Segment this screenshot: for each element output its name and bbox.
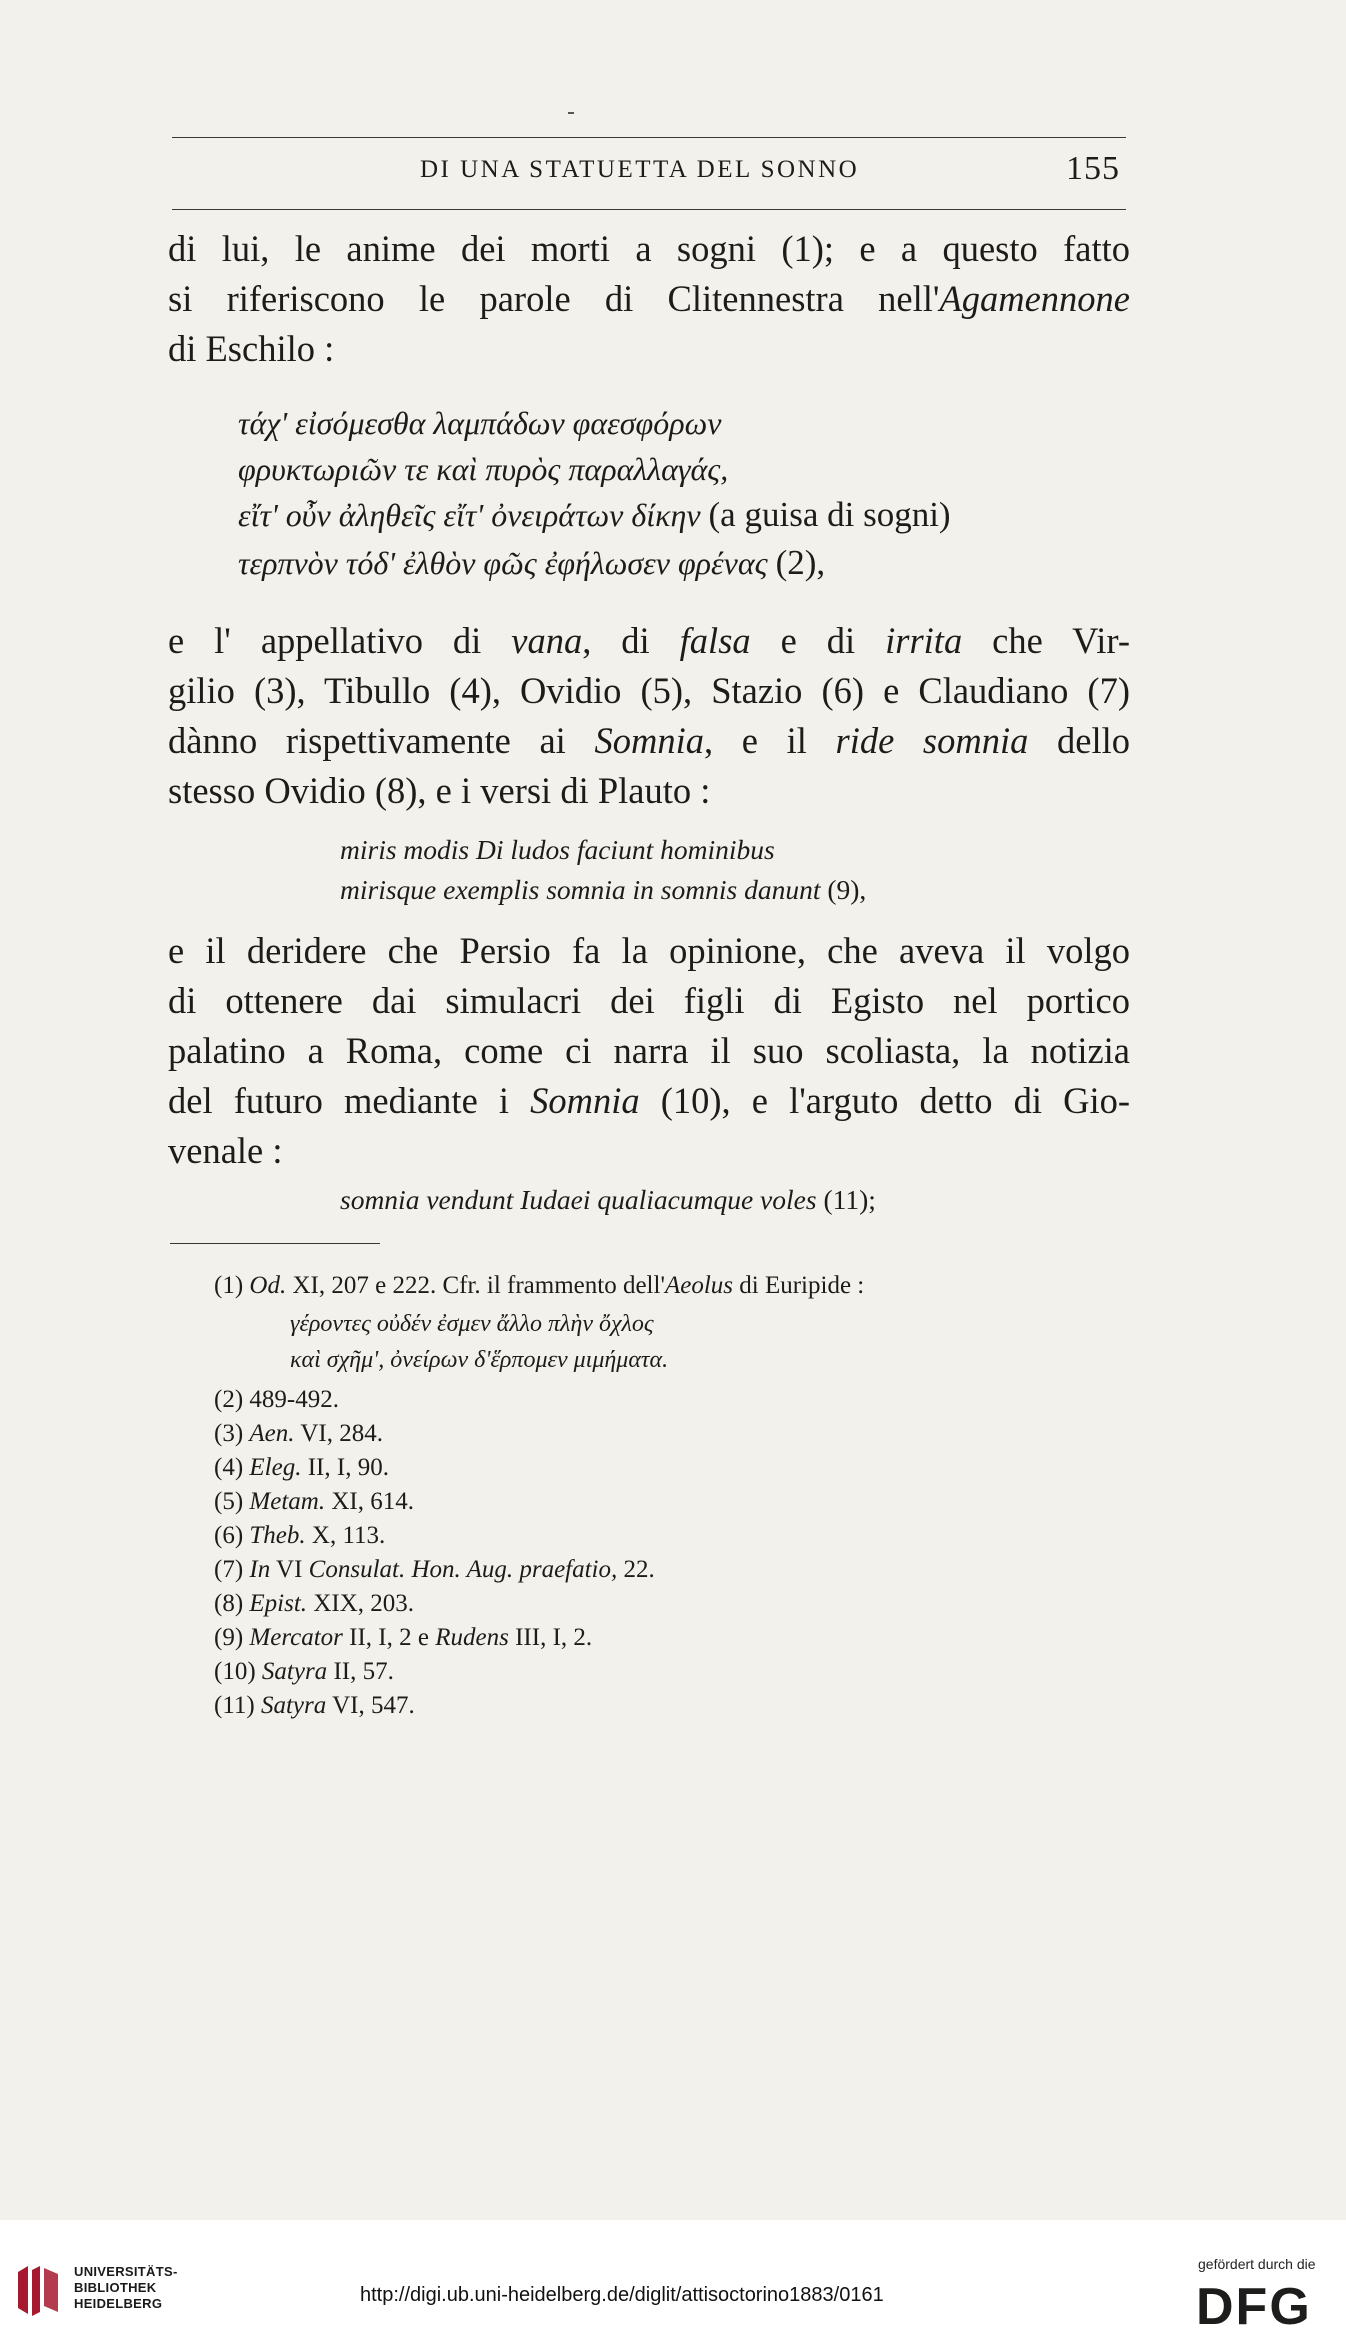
- footnote-number: (1): [214, 1272, 250, 1299]
- body-text: dello: [1028, 720, 1131, 761]
- university-library-name: [74, 2264, 178, 2312]
- emphasis: vana: [511, 620, 583, 661]
- university-library-logo-icon: [14, 2262, 62, 2318]
- page-number: 155: [1066, 150, 1120, 187]
- body-text: che Vir-: [962, 620, 1130, 661]
- greek-text: εἴτ' οὖν ἀληθεῖς εἴτ' ὀνειράτων δίκην: [238, 497, 701, 533]
- body-text: , di: [582, 620, 680, 661]
- viewer-footer: [0, 2220, 1346, 2336]
- emphasis: Somnia: [530, 1080, 640, 1121]
- footnote-greek: καὶ σχῆμ', ὀνείρων δ'ἕρπομεν μιμήματα.: [290, 1347, 669, 1373]
- emphasis: Somnia: [594, 720, 704, 761]
- footnote-text: VI, 547.: [326, 1692, 415, 1719]
- body-line: palatino a Roma, come ci narra il suo scoliasta, la notizia: [168, 1030, 1130, 1071]
- footnote-greek: γέροντες οὐδέν ἐσμεν ἄλλο πλὴν ὄχλος: [290, 1311, 654, 1337]
- dfg-logo-icon: [1196, 2278, 1332, 2328]
- footnote-number: (7): [214, 1556, 250, 1583]
- footnote-text: XI, 614.: [325, 1488, 414, 1515]
- footnote-rule: [170, 1243, 380, 1244]
- footnote: [214, 1270, 864, 1302]
- work-title: Aeolus: [664, 1272, 734, 1299]
- footnote: (2) 489-492.: [214, 1386, 339, 1413]
- footnote: [214, 1690, 415, 1722]
- work-title: Consulat. Hon. Aug. praefatio,: [308, 1556, 618, 1583]
- note-ref: (9),: [827, 874, 867, 905]
- footnote-text: VI: [270, 1556, 309, 1583]
- work-title: Epist.: [249, 1590, 308, 1617]
- latin-verse: [340, 872, 866, 908]
- footnote-text: di Euripide :: [733, 1272, 865, 1299]
- work-title: Rudens: [435, 1624, 509, 1651]
- footnote-number: (9): [214, 1624, 250, 1651]
- footnote-text: XI, 207 e 222. Cfr. il frammento dell': [286, 1272, 665, 1299]
- work-title: Agamennone: [939, 278, 1130, 319]
- footnote-text: II, I, 2 e: [342, 1624, 436, 1651]
- emphasis: ride somnia: [835, 720, 1029, 761]
- permalink[interactable]: http://digi.ub.uni-heidelberg.de/diglit/attisoctorino1883/0161: [360, 2284, 884, 2306]
- body-line: [168, 276, 1130, 322]
- page-mark: [568, 112, 574, 114]
- gloss: (a guisa di sogni): [708, 495, 951, 534]
- latin-text: mirisque exemplis somnia in somnis danunt: [340, 874, 821, 905]
- footnote-text: XIX, 203.: [307, 1590, 414, 1617]
- body-line: di ottenere dai simulacri dei figli di Egisto nel portico: [168, 980, 1130, 1021]
- footnote: [214, 1622, 592, 1654]
- latin-text: somnia vendunt Iudaei qualiacumque voles: [340, 1184, 817, 1215]
- body-line: venale :: [168, 1130, 283, 1171]
- footnote: [214, 1656, 394, 1688]
- work-title: Od.: [249, 1272, 287, 1299]
- footnote: [214, 1486, 414, 1518]
- footnote: [214, 1520, 385, 1552]
- greek-text: τερπνὸν τόδ' ἐλθὸν φῶς ἐφήλωσεν φρένας: [238, 545, 768, 581]
- work-title: Metam.: [249, 1488, 326, 1515]
- footnote-number: (6): [214, 1522, 250, 1549]
- emphasis: falsa: [679, 620, 751, 661]
- work-title: Eleg.: [249, 1454, 302, 1481]
- emphasis: irrita: [885, 620, 963, 661]
- header-rule-bottom: [172, 209, 1126, 210]
- footnote-number: (8): [214, 1590, 250, 1617]
- footnote-text: 22.: [617, 1556, 655, 1583]
- latin-verse: miris modis Di ludos faciunt hominibus: [340, 834, 775, 865]
- body-line: [168, 718, 1130, 764]
- library-name-line: UNIVERSITÄTS-: [74, 2264, 178, 2279]
- footnote: [214, 1588, 414, 1620]
- body-line: di Eschilo :: [168, 328, 335, 369]
- body-text: del futuro mediante i: [168, 1080, 531, 1121]
- footnote-text: II, 57.: [327, 1658, 394, 1685]
- body-text: , e il: [703, 720, 836, 761]
- greek-verse: φρυκτωριῶν τε καὶ πυρὸς παραλλαγάς,: [238, 451, 729, 487]
- work-title: Satyra: [260, 1692, 327, 1719]
- footnote-text: II, I, 90.: [301, 1454, 389, 1481]
- library-name-line: BIBLIOTHEK: [74, 2280, 157, 2295]
- header-rule-top: [172, 137, 1126, 138]
- work-title: Mercator: [249, 1624, 343, 1651]
- work-title: Theb.: [249, 1522, 306, 1549]
- footnote-number: (10): [214, 1658, 262, 1685]
- greek-verse: [238, 494, 951, 536]
- footnote-text: VI, 284.: [294, 1420, 383, 1447]
- body-text: (10), e l'arguto detto di Gio-: [639, 1080, 1130, 1121]
- latin-verse: [340, 1182, 876, 1218]
- body-text: e l' appellativo di: [168, 620, 512, 661]
- running-title: DI UNA STATUETTA DEL SONNO: [420, 156, 860, 183]
- greek-verse: [238, 542, 825, 584]
- library-name-line: HEIDELBERG: [74, 2296, 163, 2311]
- footnote-number: (4): [214, 1454, 250, 1481]
- body-line: [168, 1078, 1130, 1124]
- body-text: dànno rispettivamente ai: [168, 720, 595, 761]
- body-line: [168, 618, 1130, 664]
- body-text: e di: [750, 620, 886, 661]
- footnote-text: X, 113.: [305, 1522, 386, 1549]
- footnote: [214, 1418, 383, 1450]
- footnote-number: (3): [214, 1420, 250, 1447]
- body-line: stesso Ovidio (8), e i versi di Plauto :: [168, 770, 711, 811]
- dfg-logo-text: DFG: [1196, 2278, 1312, 2328]
- footnote-number: (11): [214, 1692, 261, 1719]
- footnote-number: (5): [214, 1488, 250, 1515]
- body-line: e il deridere che Persio fa la opinione, che aveva il volgo: [168, 930, 1130, 971]
- greek-verse: τάχ' εἰσόμεσθα λαμπάδων φαεσφόρων: [238, 405, 722, 441]
- note-ref: (2),: [775, 543, 826, 582]
- body-line: gilio (3), Tibullo (4), Ovidio (5), Stazio (6) e Claudiano (7): [168, 670, 1130, 711]
- body-line: di lui, le anime dei morti a sogni (1); e a questo fatto: [168, 228, 1130, 269]
- note-ref: (11);: [823, 1184, 876, 1215]
- funding-note: gefördert durch die: [1198, 2256, 1316, 2272]
- work-title: Aen.: [249, 1420, 295, 1447]
- work-title: In: [249, 1556, 271, 1583]
- footnote-text: III, I, 2.: [508, 1624, 593, 1651]
- work-title: Satyra: [261, 1658, 328, 1685]
- footnote: [214, 1452, 389, 1484]
- body-text: si riferiscono le parole di Clitennestra nell': [168, 278, 940, 319]
- footnote: [214, 1554, 655, 1586]
